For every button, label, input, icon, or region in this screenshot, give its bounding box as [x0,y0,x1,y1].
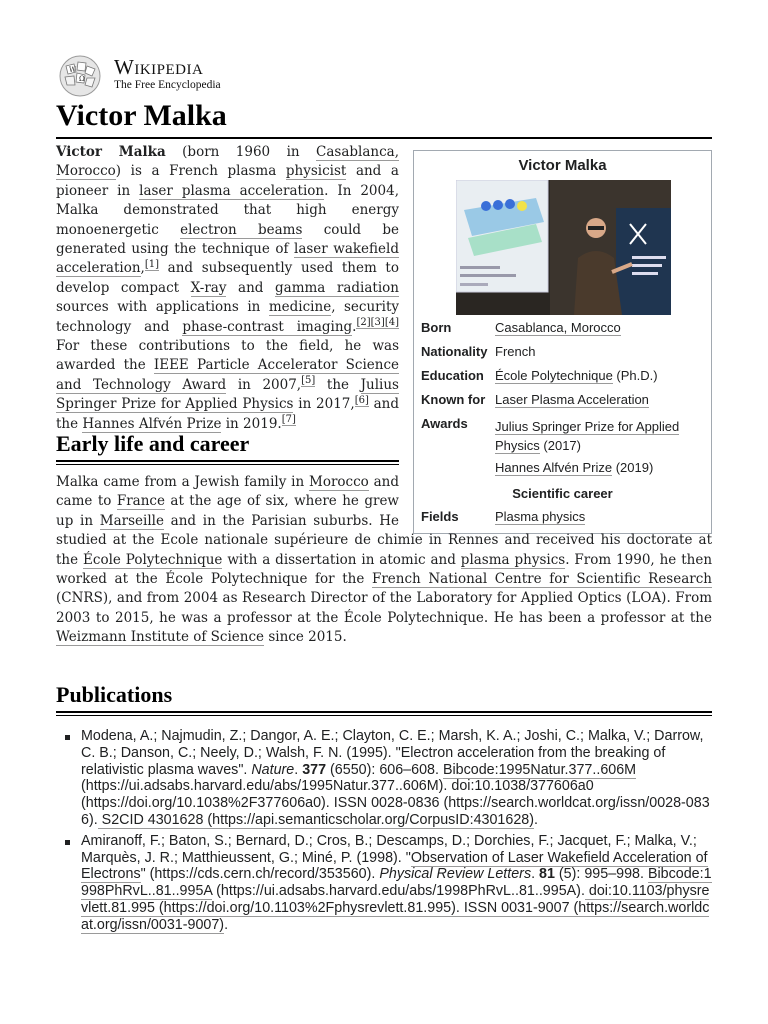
volume: 377 [302,761,327,778]
journal-name: Physical Review Letters [379,866,532,883]
wikipedia-globe-icon [56,54,106,98]
article-title-link[interactable]: Observation of Laser Wakefield Acceleration of Electrons [81,849,708,883]
section-heading-publications: Publications [56,682,173,707]
link-ecole-polytechnique[interactable]: École Polytechnique [83,551,223,568]
wikipedia-tagline: The Free Encyclopedia [114,79,221,91]
born-link[interactable]: Casablanca, Morocco [495,320,621,335]
subject-name: Victor Malka [56,144,166,160]
scientific-career-header: Scientific career [512,486,613,501]
portrait-photo[interactable] [456,180,671,315]
ref-3[interactable]: [3] [370,317,385,329]
link-physicist[interactable]: physicist [285,163,347,180]
publication-list [56,728,712,938]
link-alfven-prize[interactable]: Hannes Alfvén Prize [82,415,222,432]
award-alfven-year: (2019) [612,460,654,475]
issn-link[interactable]: ISSN 0028-0836 [329,795,440,812]
link-morocco[interactable]: Morocco [309,474,369,490]
known-for-link[interactable]: Laser Plasma Acceleration [495,392,649,407]
ref-4[interactable]: [4] [384,317,399,329]
link-france[interactable]: France [116,493,165,510]
link-electron-beams[interactable]: electron beams [180,221,303,238]
intro-paragraph: Victor Malka (born 1960 in Casablanca, Morocco) is a French plasma physicist and a pioneer in laser plasma acceleration. In 2004, Malka demonstrated that high energy monoenergetic electron beams could be generated using the technique of laser wakefield acceleration,[1] and subsequently used them to develop compact X-ray and gamma radiation sources with applications in medicine, security technology and phase-contrast imaging.[2][3][4] For these contributions to the field, he was awarded the IEEE Particle Accelerator Science and Technology Award in 2007,[5] the Julius Springer Prize for Applied Physics in 2017,[6] and the Hannes Alfvén Prize in 2019.[7] [56,144,400,432]
svg-text:Ω: Ω [79,75,85,83]
born-label: Born [421,320,452,335]
list-item: Amiranoff, F.; Baton, S.; Bernard, D.; Cros, B.; Descamps, D.; Dorchies, F.; Jacquet, F.; Malka, V.; Marquès, J. R.; Matthieussent, G.; Miné, P. (1998). "Observation of Laser Wakefield Acceleration of Electrons" (https://cds.cern.ch/record/353560). Physical Review Letters. 81 (5): 995–998. Bibcode:1998PhRvL..81..995A (https://ui.adsabs.harvard.edu/abs/1998PhRvL..81..995A). doi:10.1103/physrevlett.81.995 (https://doi.org/10.1103%2Fphysrevlett.81.995). ISSN 0031-9007 (https://search.worldcat.org/issn/0031-9007). [56,833,712,934]
bullet-icon [65,840,70,845]
education-note: (Ph.D.) [612,368,658,383]
volume: 81 [539,866,555,883]
link-cnrs[interactable]: French National Centre for Scientific Research [371,571,712,588]
bibcode-link[interactable]: Bibcode:1995Natur.377..606M [442,761,637,778]
infobox-title: Victor Malka [518,157,607,174]
section-divider [56,711,712,716]
link-medicine[interactable]: medicine [268,299,332,316]
link-laser-plasma-acceleration[interactable]: laser plasma acceleration [139,182,325,199]
link-springer-prize[interactable]: Julius Springer Prize for Applied Physics [56,376,399,413]
svg-text:W: W [69,66,77,74]
education-label: Education [421,368,484,383]
ref-5[interactable]: [5] [301,375,316,387]
education-link[interactable]: École Polytechnique [495,368,613,383]
award-springer-link[interactable]: Julius Springer Prize for Applied Physics [495,419,680,453]
link-ieee-award[interactable]: IEEE Particle Accelerator Science and Technology Award [56,357,399,393]
wordmark-text [114,56,232,80]
link-casablanca[interactable]: Casablanca, Morocco [56,144,400,180]
link-x-ray[interactable]: X-ray [190,279,227,296]
nationality-label: Nationality [421,344,488,359]
link-laser-wakefield-acceleration[interactable]: laser wakefield acceleration [56,241,399,277]
wikipedia-logo[interactable] [56,54,256,98]
known-for-label: Known for [421,392,486,407]
early-life-paragraph: Malka came from a Jewish family in Morocco and came to France at the age of six, where he grew up in Marseille and in the Parisian suburbs. He studied at the Ecole nationale supérieure de chimie in Rennes and received his doctorate at the École Polytechnique with a dissertation in atomic and plasma physics. From 1990, he then worked at the École Polytechnique for the French National Centre for Scientific Research (CNRS), and from 2004 as Research Director of the Laboratory for Applied Optics (LOA). From 2003 to 2015, he was a professor at the École Polytechnique. He has been a professor at the Weizmann Institute of Science since 2015. [56,474,713,646]
link-gamma-radiation[interactable]: gamma radiation [275,279,399,296]
s2cid-link[interactable]: S2CID [97,811,144,828]
link-marseille[interactable]: Marseille [99,512,164,529]
fields-label: Fields [421,509,459,524]
ref-2[interactable]: [2] [356,317,371,329]
issn-link[interactable]: ISSN 0031-9007 (https://search.worldcat.org/issn/0031-9007) [81,899,710,933]
fields-link[interactable]: Plasma physics [495,509,586,524]
s2cid-value-link[interactable]: 4301628 (https://api.semanticscholar.org/CorpusID:4301628) [143,811,534,828]
title-divider [56,137,712,139]
list-item: Modena, A.; Najmudin, Z.; Dangor, A. E.; Clayton, C. E.; Marsh, K. A.; Joshi, C.; Malka, V.; Darrow, C. B.; Danson, C.; Neely, D.; Walsh, F. N. (1995). "Electron acceleration from the breaking of relativistic plasma waves". Nature. 377 (6550): 606–608. Bibcode:1995Natur.377..606M (https://ui.adsabs.harvard.edu/abs/1995Natur.377..606M). doi:10.1038/377606a0 (https://doi.org/10.1038%2F377606a0). ISSN 0028-0836 (https://search.worldcat.org/issn/0028-0836). S2CID 4301628 (https://api.semanticscholar.org/CorpusID:4301628). [56,728,712,829]
award-springer-year: (2017) [539,438,581,453]
ref-1[interactable]: [1] [144,258,160,270]
ref-6[interactable]: [6] [354,394,369,406]
link-phase-contrast-imaging[interactable]: phase-contrast imaging [182,318,353,335]
awards-label: Awards [421,416,468,431]
nationality-value: French [495,344,536,359]
bibcode-link[interactable]: Bibcode:1998PhRvL..81..995A [81,866,712,900]
ref-7[interactable]: [7] [281,414,296,426]
section-heading-early-life: Early life and career [56,431,250,456]
link-weizmann-institute[interactable]: Weizmann Institute of Science [56,629,265,646]
infobox-gap [399,473,712,530]
award-alfven-link[interactable]: Hannes Alfvén Prize [495,460,613,475]
page-title: Victor Malka [56,99,227,132]
wordmark-label: Wikipedia [114,56,204,79]
bullet-icon [65,735,70,740]
section-divider [56,460,399,465]
doi-link[interactable]: doi:10.1103/physrevlett.81.995 (https://doi.org/10.1103%2Fphysrevlett.81.995). [81,883,710,916]
journal-name: Nature [251,761,295,778]
doi-link[interactable]: doi:10.1038/377606a0 (https://doi.org/10.1038%2F377606a0). [81,778,594,812]
link-plasma-physics[interactable]: plasma physics [460,551,566,568]
